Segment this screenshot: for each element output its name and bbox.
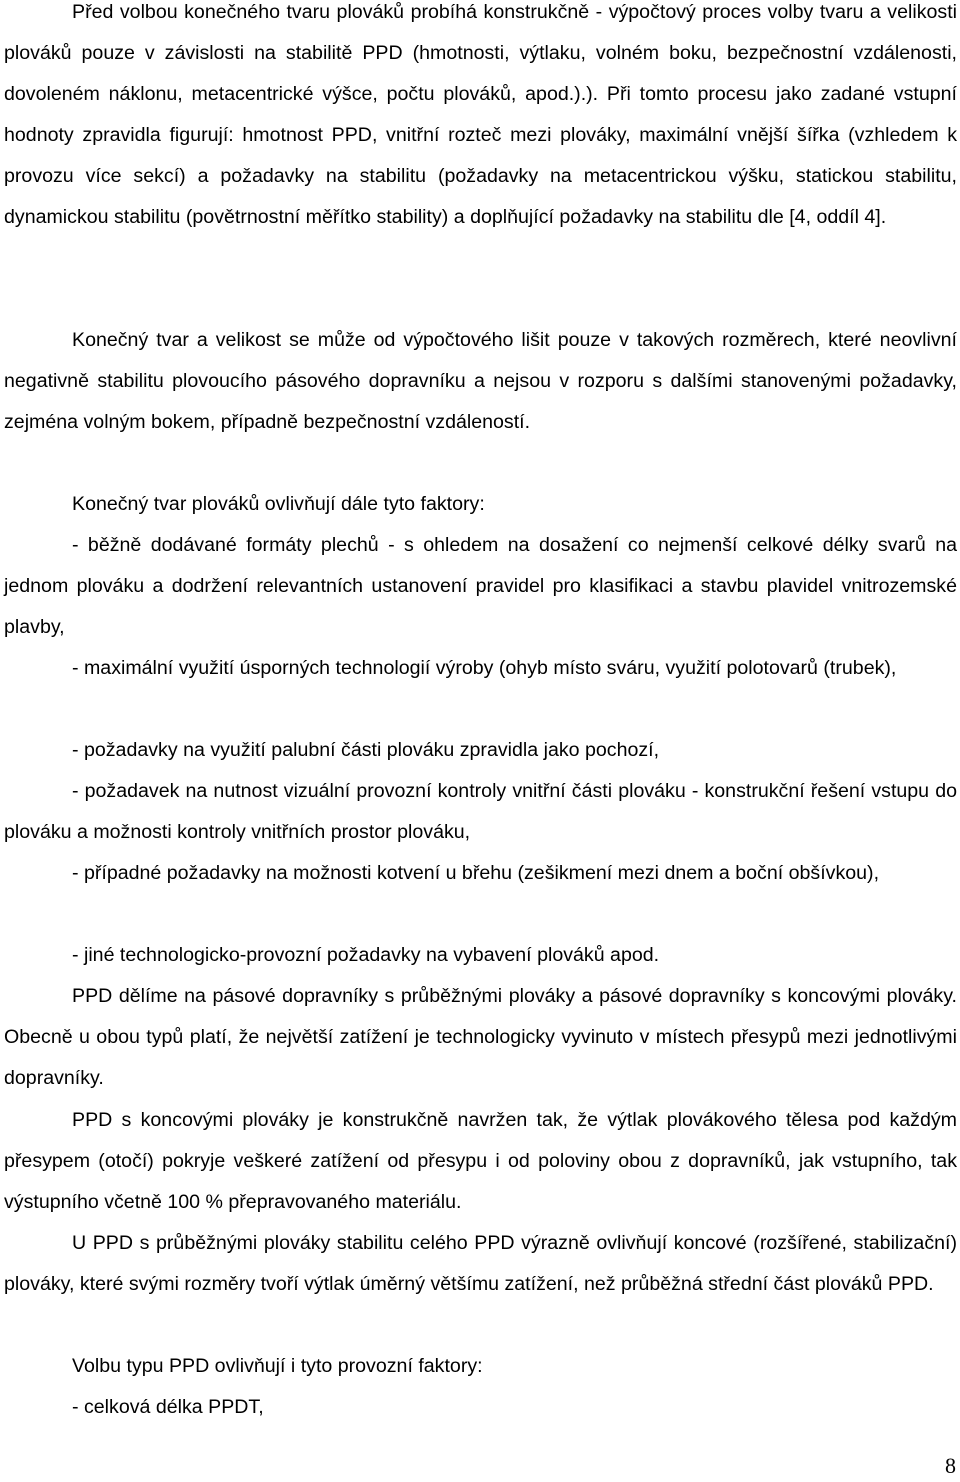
paragraph-factors-intro: Konečný tvar plováků ovlivňují dále tyto faktory: — [72, 493, 485, 515]
paragraph-operational-factors: Volbu typu PPD ovlivňují i tyto provozní faktory: — [72, 1355, 483, 1377]
paragraph-final-shape-tolerance: Konečný tvar a velikost se může od výpočtového lišit pouze v takových rozměrech, které neovlivní negativně stabilitu plovoucího pásového dopravníku a nejsou v rozporu s dalšími stanovenými požadavky, zejména volným bokem, případně bezpečnostní vzdáleností. — [4, 329, 957, 433]
list-item-deck-walkway: - požadavky na využití palubní části plováku zpravidla jako pochozí, — [72, 739, 660, 761]
list-item-other-requirements: - jiné technologicko-provozní požadavky na vybavení plováků apod. — [72, 944, 660, 966]
list-item-total-length: - celková délka PPDT, — [72, 1396, 264, 1418]
paragraph-float-shape-design: Před volbou konečného tvaru plováků probíhá konstrukčně - výpočtový proces volby tvaru a velikosti plováků pouze v závislosti na stabilitě PPD (hmotnosti, výtlaku, volném boku, bezpečnostní vzdálenosti, dovoleném náklonu, metacentrické výšce, počtu plováků, apod.).). Při tomto procesu jako zadané vstupní hodnoty zpravidla figurují: hmotnost PPD, vnitřní rozteč mezi plováky, maximální vnější šířka (vzhledem k provozu více sekcí) a požadavky na stabilitu (požadavky na metacentrickou výšku, statickou stabilitu, dynamickou stabilitu (povětrnostní měřítko stability) a doplňující požadavky na stabilitu dle [4, oddíl 4]. — [4, 1, 957, 228]
paragraph-end-floats: PPD s koncovými plováky je konstrukčně navržen tak, že výtlak plovákového tělesa pod každým přesypem (otočí) pokryje veškeré zatížení od přesypu i od poloviny obou z dopravníků, jak vstupního, tak výstupního včetně 100 % přepravovaného materiálu. — [4, 1109, 957, 1213]
paragraph-conveyor-types: PPD dělíme na pásové dopravníky s průběžnými plováky a pásové dopravníky s koncovými plováky. Obecně u obou typů platí, že největší zatížení je technologicky vyvinuto v místech přesypů mezi jednotlivými dopravníky. — [4, 985, 957, 1089]
page-number: 8 — [945, 1453, 956, 1478]
list-item-anchoring: - případné požadavky na možnosti kotvení u břehu (zešikmení mezi dnem a boční obšívkou), — [72, 862, 880, 884]
paragraph-continuous-floats: U PPD s průběžnými plováky stabilitu celého PPD výrazně ovlivňují koncové (rozšířené, stabilizační) plováky, které svými rozměry tvoří výtlak úměrný většímu zatížení, než průběžná střední část plováků PPD. — [4, 1232, 957, 1295]
list-item-sheet-formats: - běžně dodávané formáty plechů - s ohledem na dosažení co nejmenší celkové délky svarů na jednom plováku a dodržení relevantních ustanovení pravidel pro klasifikaci a stavbu plavidel vnitrozemské plavby, — [4, 534, 957, 638]
list-item-visual-inspection: - požadavek na nutnost vizuální provozní kontroly vnitřní části plováku - konstrukční řešení vstupu do plováku a možnosti kontroly vnitřních prostor plováku, — [4, 780, 957, 843]
list-item-technologies: - maximální využití úsporných technologií výroby (ohyb místo sváru, využití polotovarů (trubek), — [72, 657, 897, 679]
